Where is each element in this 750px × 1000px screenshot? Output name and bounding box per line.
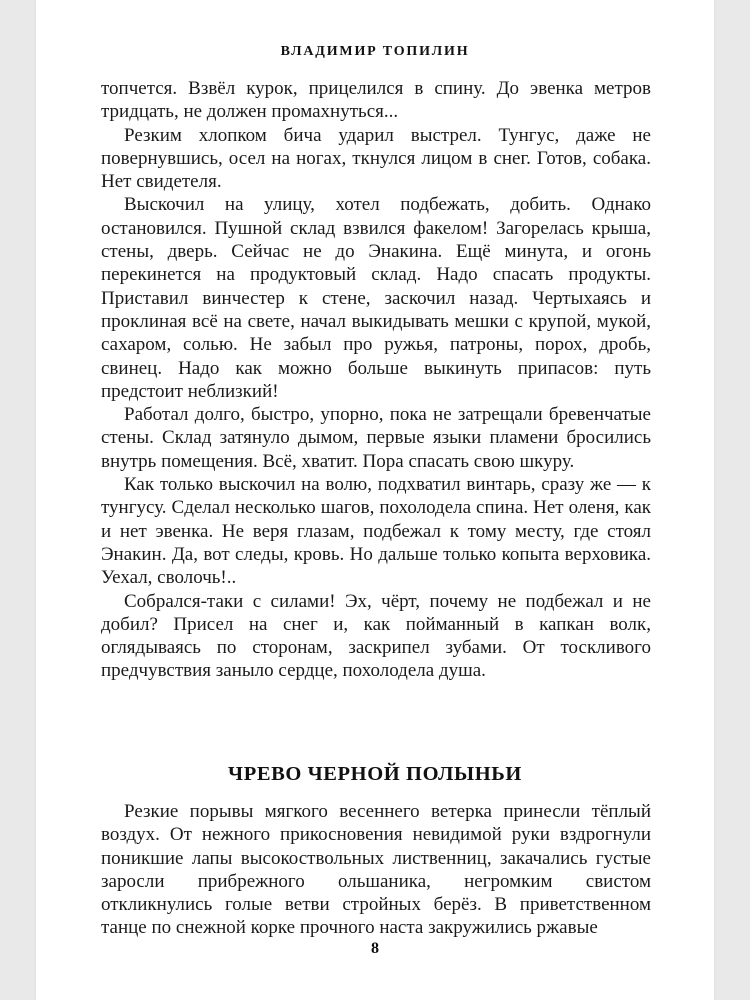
author-header: ВЛАДИМИР ТОПИЛИН xyxy=(280,44,470,59)
paragraph: Как только выскочил на волю, подхватил винтарь, сразу же — к тунгусу. Сделал несколько шагов, похолодела спина. Нет оленя, как и нет эвенка. Не веря глазам, подбежал к тому месту, где стоял Энакин. Да, вот следы, кровь. Но дальше только копыта верховика. Уехал, сволочь!.. xyxy=(101,474,651,589)
book-page xyxy=(36,0,714,1000)
page-number: 8 xyxy=(371,940,379,957)
paragraph: Выскочил на улицу, хотел подбежать, добить. Однако остановился. Пушной склад взвился факелом! Загорелась крыша, стены, дверь. Сейчас не до Энакина. Ещё минута, и огонь перекинется на продуктовый склад. Надо спасать продукты. Приставил винчестер к стене, заскочил назад. Чертыхаясь и проклиная всё на свете, начал выкидывать мешки с крупой, мукой, сахаром, солью. Не забыл про ружья, патроны, порох, дробь, свинец. Надо как можно больше выкинуть припасов: путь предстоит неблизкий! xyxy=(101,194,651,402)
paragraph: Работал долго, быстро, упорно, пока не затрещали бревенчатые стены. Склад затянуло дымом, первые языки пламени бросились внутрь помещения. Всё, хватит. Пора спасать свою шкуру. xyxy=(101,404,651,472)
paragraph: Собрался-таки с силами! Эх, чёрт, почему не подбежал и не добил? Присел на снег и, как пойманный в капкан волк, оглядываясь по сторонам, заскрипел зубами. От тоскливого предчувствия заныло сердце, похолодела душа. xyxy=(101,590,651,682)
text-block-chapter xyxy=(101,800,651,940)
paragraph: Резким хлопком бича ударил выстрел. Тунгус, даже не повернувшись, осел на ногах, ткнулся лицом в снег. Готов, собака. Нет свидетеля. xyxy=(101,124,651,193)
chapter-title: ЧРЕВО ЧЕРНОЙ ПОЛЫНЬИ xyxy=(228,763,522,785)
paragraph: топчется. Взвёл курок, прицелился в спину. До эвенка метров тридцать, не должен промахнуться... xyxy=(101,78,651,123)
paragraph: Резкие порывы мягкого весеннего ветерка принесли тёплый воздух. От нежного прикосновения невидимой руки вздрогнули поникшие лапы высокоствольных лиственниц, закачались густые заросли прибрежного ольшаника, негромким свистом откликнулись голые ветви стройных берёз. В приветственном танце по снежной корке прочного наста закружились ржавые xyxy=(101,801,651,939)
text-block-previous-section xyxy=(101,77,651,683)
